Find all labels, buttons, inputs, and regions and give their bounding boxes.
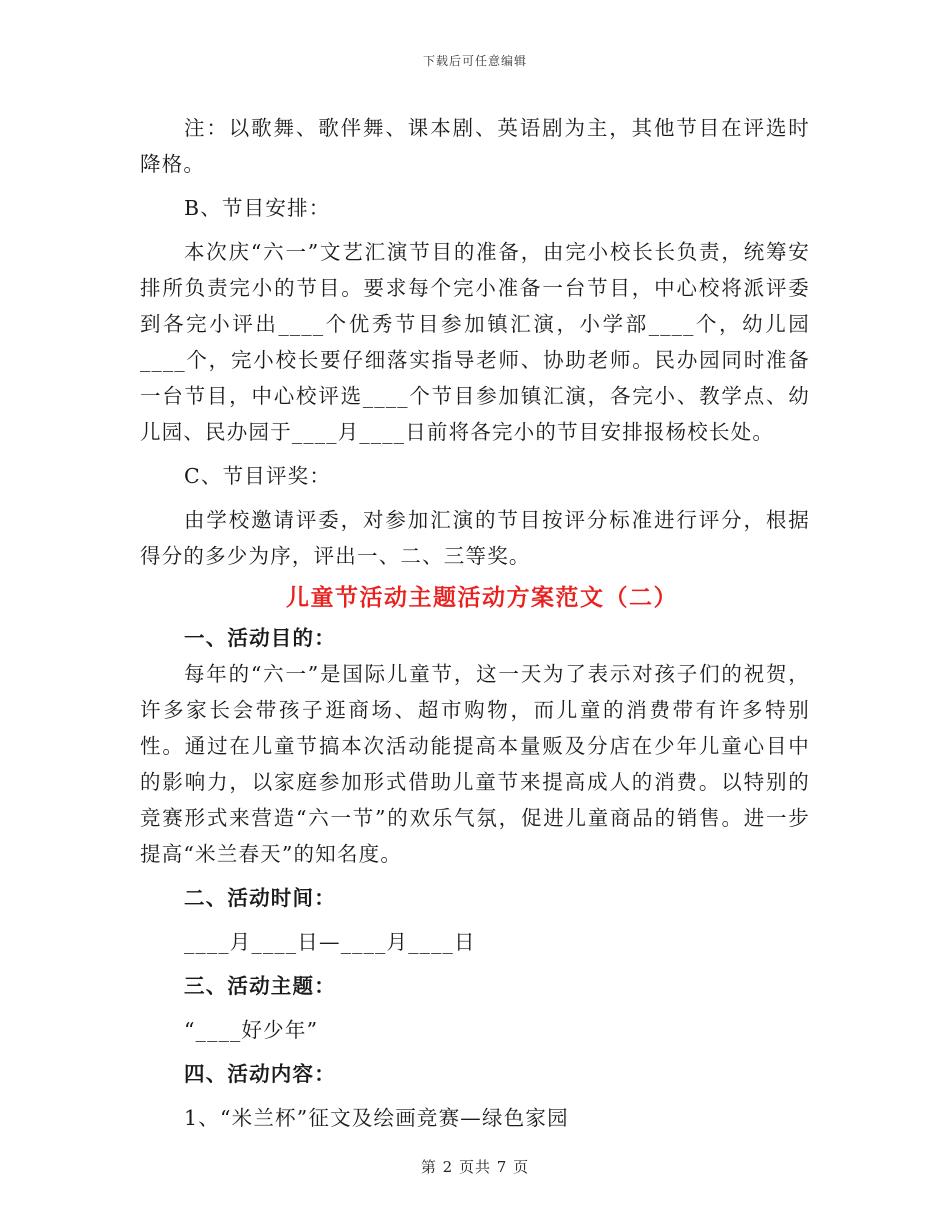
document-title: 儿童节活动主题活动方案范文（二） [286, 584, 678, 611]
section-c-paragraph: 由学校邀请评委，对参加汇演的节目按评分标准进行评分，根据得分的多少为序，评出一、二、三等奖。 [140, 508, 810, 568]
heading-theme: 三、活动主题： [184, 974, 336, 998]
heading-time: 二、活动时间： [184, 886, 336, 910]
section-c-heading: C、节目评奖： [184, 464, 332, 488]
note-paragraph: 注：以歌舞、歌伴舞、课本剧、英语剧为主，其他节目在评选时降格。 [140, 116, 810, 176]
section-b-heading: B、节目安排： [184, 196, 331, 220]
heading-purpose: 一、活动目的： [184, 626, 336, 650]
time-paragraph: ____月____日—____月____日 [184, 930, 476, 954]
content-item-1: 1、“米兰杯”征文及绘画竞赛—绿色家园 [184, 1106, 569, 1130]
page-header: 下载后可任意编辑 [422, 54, 527, 68]
page-footer: 第 2 页共 7 页 [420, 1158, 530, 1176]
theme-paragraph: “____好少年” [184, 1018, 319, 1042]
purpose-paragraph: 每年的“六一”是国际儿童节，这一天为了表示对孩子们的祝贺，许多家长会带孩子逛商场、超市购物，而儿童的消费带有许多特别性。通过在儿童节搞本次活动能提高本量贩及分店在少年儿童心目中的影响力，以家庭参加形式借助儿童节来提高成人的消费。以特别的竞赛形式来营造“六一节”的欢乐气氛，促进儿童商品的销售。进一步提高“米兰春天”的知名度。 [140, 662, 810, 866]
section-b-paragraph: 本次庆“六一”文艺汇演节目的准备，由完小校长长负责，统筹安排所负责完小的节目。要求每个完小准备一台节目，中心校将派评委到各完小评出____个优秀节目参加镇汇演，小学部____个，幼儿园____个，完小校长要仔细落实指导老师、协助老师。民办园同时准备一台节目，中心校评选____个节目参加镇汇演，各完小、教学点、幼儿园、民办园于____月____日前将各完小的节目安排报杨校长处。 [140, 240, 810, 444]
document-body [140, 110, 810, 1136]
heading-content: 四、活动内容： [184, 1062, 336, 1086]
